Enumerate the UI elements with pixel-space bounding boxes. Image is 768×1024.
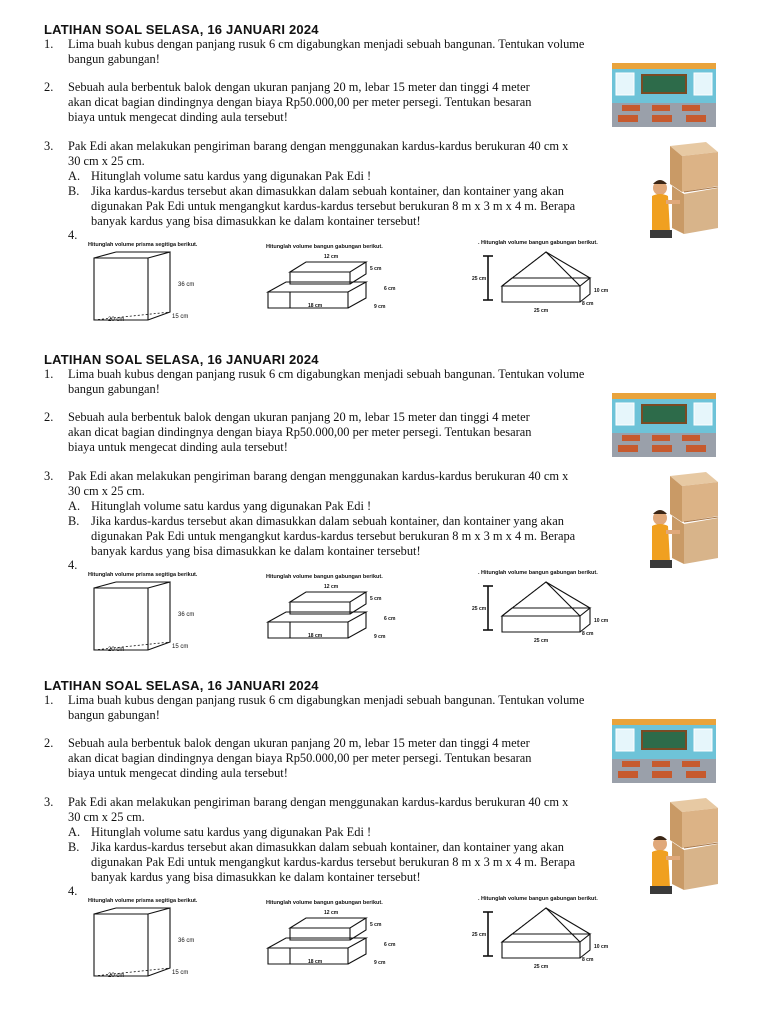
figure-3-caption: . Hitunglah volume bangun gabungan berikut. [478, 570, 598, 576]
worksheet-title: LATIHAN SOAL SELASA, 16 JANUARI 2024 [44, 352, 319, 367]
figure-stacked-cuboids: Hitunglah volume bangun gabungan berikut. 12 cm 5 cm 6 cm 18 cm 9 cm [266, 244, 396, 310]
classroom-image [612, 719, 716, 783]
question-2-line-3: biaya untuk mengecat dinding aula tersebut! [68, 440, 288, 454]
question-1-line-2: bangun gabungan! [68, 708, 160, 722]
question-2-line-2: akan dicat bagian dindingnya dengan biaya Rp50.000,00 per meter persegi. Tentukan besaran [68, 95, 532, 109]
question-2-line-3: biaya untuk mengecat dinding aula tersebut! [68, 766, 288, 780]
figure-composite-solid: . Hitunglah volume bangun gabungan berikut. 25 cm 10 cm 25 cm 8 cm [472, 240, 609, 314]
question-3-line-1: Pak Edi akan melakukan pengiriman barang dengan menggunakan kardus-kardus berukuran 40 cm x [68, 139, 569, 153]
figure-stacked-cuboids: Hitunglah volume bangun gabungan berikut. 12 cm 5 cm 6 cm 18 cm 9 cm [266, 574, 396, 640]
question-3-line-1: Pak Edi akan melakukan pengiriman barang dengan menggunakan kardus-kardus berukuran 40 cm x [68, 469, 569, 483]
question-1-line-2: bangun gabungan! [68, 52, 160, 66]
question-1-line-1: Lima buah kubus dengan panjang rusuk 6 cm digabungkan menjadi sebuah bangunan. Tentukan volume [68, 37, 585, 51]
figure-1-caption: Hitunglah volume prisma segitiga berikut. [88, 242, 198, 248]
worksheet-section-1: LATIHAN SOAL SELASA, 16 JANUARI 2024 1. Lima buah kubus dengan panjang rusuk 6 cm digabungkan menjadi sebuah bangunan. Tentukan volume bangun gabungan! 2. Sebuah aula berbentuk balok dengan ukuran panjang 20 m, lebar 15 meter dan tinggi 4 meter akan dicat bagian dindingnya dengan biaya Rp50.000,00 per meter persegi. Tentukan besaran biaya untuk mengecat dinding aula tersebut! 3. Pak Edi akan melakukan pengiriman barang dengan menggunakan kardus-kardus berukuran 40 cm x 30 cm x 25 cm. A. Hitunglah volume satu kardus yang digunakan Pak Edi ! B. Jika kardus-kardus tersebut akan dimasukkan dalam sebuah kontainer, dan kontainer yang akan digunakan Pak Edi untuk mengangkut kardus-kardus tersebut berukuran 8 m x 3 m x 4 m. Berapa banyak kardus yang bisa dimasukkan ke dalam kontainer tersebut! 4. Hitunglah volume prisma segitiga berikut. 36 cm 20 cm 15 cm Hitunglah volume bangun gabungan berikut. 12 cm 5 cm 6 cm 18 cm 9 cm . Hitunglah volume bangun gabungan berikut. 25 cm 10 cm 25 cm 8 cm [0, 0, 768, 330]
figure-stacked-cuboids: Hitunglah volume bangun gabungan berikut. 12 cm 5 cm 6 cm 18 cm 9 cm [266, 900, 396, 966]
question-2-line-1: Sebuah aula berbentuk balok dengan ukuran panjang 20 m, lebar 15 meter dan tinggi 4 meter [68, 410, 530, 424]
figure-2-caption: Hitunglah volume bangun gabungan berikut. [266, 900, 383, 906]
figure-composite-solid: . Hitunglah volume bangun gabungan berikut. 25 cm 10 cm 25 cm 8 cm [472, 896, 609, 970]
worksheet-title: LATIHAN SOAL SELASA, 16 JANUARI 2024 [44, 678, 319, 693]
figure-2-caption: Hitunglah volume bangun gabungan berikut. [266, 574, 383, 580]
question-1-line-1: Lima buah kubus dengan panjang rusuk 6 cm digabungkan menjadi sebuah bangunan. Tentukan volume [68, 693, 585, 707]
question-3-line-2: 30 cm x 25 cm. [68, 154, 145, 168]
worksheet-section-2: LATIHAN SOAL SELASA, 16 JANUARI 2024 1. Lima buah kubus dengan panjang rusuk 6 cm digabungkan menjadi sebuah bangunan. Tentukan volume bangun gabungan! 2. Sebuah aula berbentuk balok dengan ukuran panjang 20 m, lebar 15 meter dan tinggi 4 meter akan dicat bagian dindingnya dengan biaya Rp50.000,00 per meter persegi. Tentukan besaran biaya untuk mengecat dinding aula tersebut! 3. Pak Edi akan melakukan pengiriman barang dengan menggunakan kardus-kardus berukuran 40 cm x 30 cm x 25 cm. A. Hitunglah volume satu kardus yang digunakan Pak Edi ! B. Jika kardus-kardus tersebut akan dimasukkan dalam sebuah kontainer, dan kontainer yang akan digunakan Pak Edi untuk mengangkut kardus-kardus tersebut berukuran 8 m x 3 m x 4 m. Berapa banyak kardus yang bisa dimasukkan ke dalam kontainer tersebut! 4. Hitunglah volume prisma segitiga berikut. 36 cm 20 cm 15 cm Hitunglah volume bangun gabungan berikut. 12 cm 5 cm 6 cm 18 cm 9 cm . Hitunglah volume bangun gabungan berikut. 25 cm 10 cm 25 cm 8 cm [0, 330, 768, 660]
figure-3-caption: . Hitunglah volume bangun gabungan berikut. [478, 896, 598, 902]
question-2-line-3: biaya untuk mengecat dinding aula tersebut! [68, 110, 288, 124]
question-3-line-2: 30 cm x 25 cm. [68, 810, 145, 824]
classroom-image [612, 63, 716, 127]
question-2-line-1: Sebuah aula berbentuk balok dengan ukuran panjang 20 m, lebar 15 meter dan tinggi 4 meter [68, 80, 530, 94]
figure-2-caption: Hitunglah volume bangun gabungan berikut. [266, 244, 383, 250]
question-3-line-2: 30 cm x 25 cm. [68, 484, 145, 498]
figure-triangular-prism: Hitunglah volume prisma segitiga berikut. 36 cm 20 cm 15 cm [88, 898, 198, 979]
question-4-number: 4. [68, 558, 78, 572]
figure-1-caption: Hitunglah volume prisma segitiga berikut. [88, 572, 198, 578]
question-2-line-2: akan dicat bagian dindingnya dengan biaya Rp50.000,00 per meter persegi. Tentukan besaran [68, 425, 532, 439]
question-3-line-1: Pak Edi akan melakukan pengiriman barang dengan menggunakan kardus-kardus berukuran 40 cm x [68, 795, 569, 809]
figure-triangular-prism: Hitunglah volume prisma segitiga berikut. 36 cm 20 cm 15 cm [88, 572, 198, 653]
worksheet-section-3: LATIHAN SOAL SELASA, 16 JANUARI 2024 1. Lima buah kubus dengan panjang rusuk 6 cm digabungkan menjadi sebuah bangunan. Tentukan volume bangun gabungan! 2. Sebuah aula berbentuk balok dengan ukuran panjang 20 m, lebar 15 meter dan tinggi 4 meter akan dicat bagian dindingnya dengan biaya Rp50.000,00 per meter persegi. Tentukan besaran biaya untuk mengecat dinding aula tersebut! 3. Pak Edi akan melakukan pengiriman barang dengan menggunakan kardus-kardus berukuran 40 cm x 30 cm x 25 cm. A. Hitunglah volume satu kardus yang digunakan Pak Edi ! B. Jika kardus-kardus tersebut akan dimasukkan dalam sebuah kontainer, dan kontainer yang akan digunakan Pak Edi untuk mengangkut kardus-kardus tersebut berukuran 8 m x 3 m x 4 m. Berapa banyak kardus yang bisa dimasukkan ke dalam kontainer tersebut! 4. Hitunglah volume prisma segitiga berikut. 36 cm 20 cm 15 cm Hitunglah volume bangun gabungan berikut. 12 cm 5 cm 6 cm 18 cm 9 cm . Hitunglah volume bangun gabungan berikut. 25 cm 10 cm 25 cm 8 cm [0, 656, 768, 986]
figure-triangular-prism: Hitunglah volume prisma segitiga berikut. 36 cm 20 cm 15 cm [88, 242, 198, 323]
person-carrying-boxes-image [648, 798, 722, 894]
figure-1-caption: Hitunglah volume prisma segitiga berikut. [88, 898, 198, 904]
question-4-number: 4. [68, 884, 78, 898]
figure-composite-solid: . Hitunglah volume bangun gabungan berikut. 25 cm 10 cm 25 cm 8 cm [472, 570, 609, 644]
question-4-number: 4. [68, 228, 78, 242]
question-1-line-2: bangun gabungan! [68, 382, 160, 396]
person-carrying-boxes-image [648, 472, 722, 568]
question-1-line-1: Lima buah kubus dengan panjang rusuk 6 cm digabungkan menjadi sebuah bangunan. Tentukan volume [68, 367, 585, 381]
worksheet-title: LATIHAN SOAL SELASA, 16 JANUARI 2024 [44, 22, 319, 37]
person-carrying-boxes-image [648, 142, 722, 238]
classroom-image [612, 393, 716, 457]
question-2-line-1: Sebuah aula berbentuk balok dengan ukuran panjang 20 m, lebar 15 meter dan tinggi 4 meter [68, 736, 530, 750]
question-2-line-2: akan dicat bagian dindingnya dengan biaya Rp50.000,00 per meter persegi. Tentukan besaran [68, 751, 532, 765]
figure-3-caption: . Hitunglah volume bangun gabungan berikut. [478, 240, 598, 246]
